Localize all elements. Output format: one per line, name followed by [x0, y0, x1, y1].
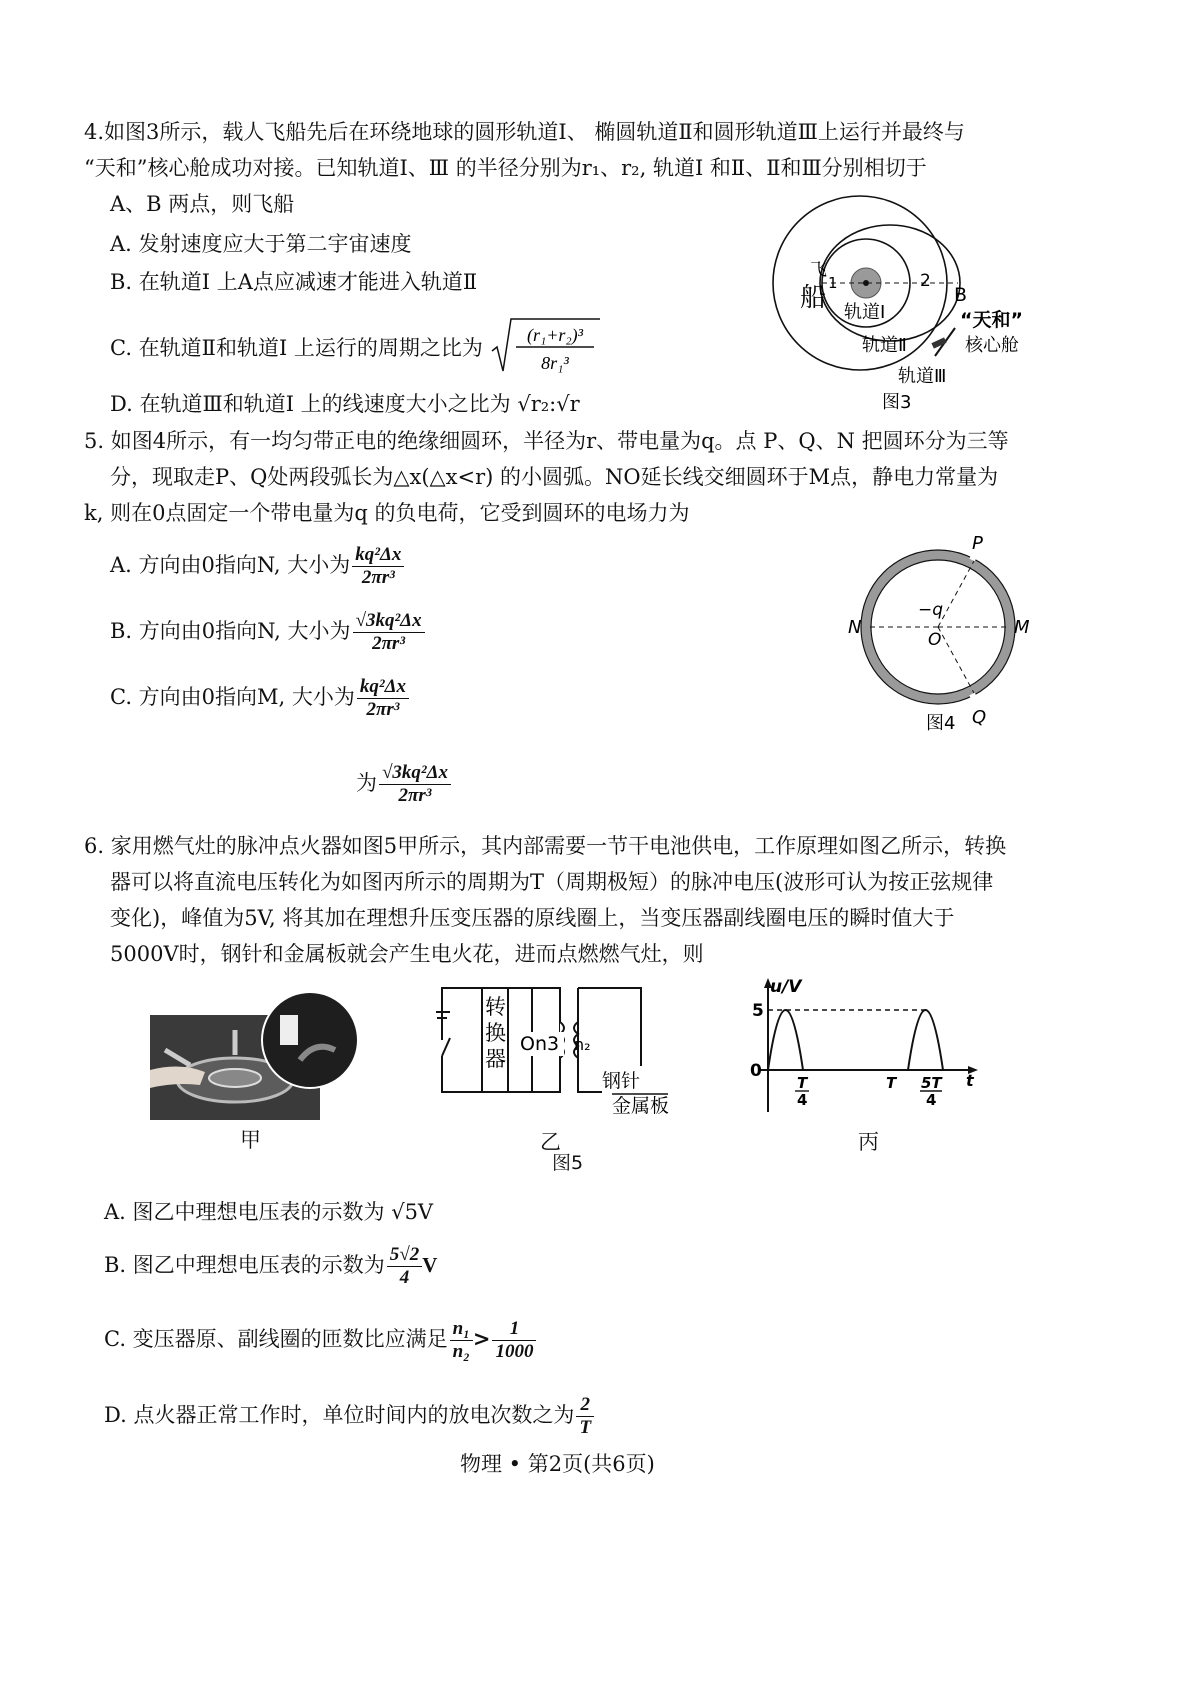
q4-option-a: A. 发射速度应大于第二宇宙速度	[110, 232, 412, 256]
sqrt-sign-icon	[490, 315, 602, 377]
fig3-label-b: B	[954, 284, 968, 306]
q6-c-fraction	[492, 1318, 536, 1363]
tick-t4-den: 4	[797, 1091, 808, 1109]
q4-line1: 4.如图3所示，载人飞船先后在环绕地球的圆形轨道Ⅰ、 椭圆轨道Ⅱ和圆形轨道Ⅲ上运行并最终与	[84, 120, 965, 144]
fig5-n2: n₂	[574, 1035, 591, 1054]
o-to-q	[938, 627, 974, 693]
chart-ylabel: u/V	[770, 977, 802, 997]
q6-b-unit: V	[422, 1253, 438, 1277]
q5-line2: 分，现取走P、Q处两段弧长为△x(△x<r) 的小圆弧。NO延长线交细圆环于M点，静电力常量为	[110, 465, 999, 489]
q6-c-den: 1000	[495, 1341, 534, 1362]
q4-option-c-sqrt	[490, 315, 602, 384]
fig4-label-n: N	[848, 617, 862, 638]
q4-option-d: D. 在轨道Ⅲ和轨道Ⅰ 上的线速度大小之比为 √r₂:√r	[110, 392, 580, 416]
q5-c-den: 2πr³	[366, 699, 400, 720]
fig4-label-m: M	[1014, 617, 1030, 638]
inset-igniter	[280, 1015, 298, 1045]
fig3-orbit1-label: 轨道Ⅰ	[844, 302, 886, 323]
q6-c-gt: >	[472, 1326, 491, 1351]
q6-b-num: 5√2	[387, 1244, 422, 1267]
q6-d-fraction	[576, 1394, 594, 1439]
fig4-label-p: P	[972, 535, 983, 554]
q6-option-a: A. 图乙中理想电压表的示数为 √5V	[104, 1200, 434, 1224]
q5-b-den: 2πr³	[372, 633, 406, 654]
tick-t4-num: T	[797, 1074, 808, 1092]
q5-b-num: √3kq²Δx	[353, 610, 425, 633]
fig5-caption: 图5	[552, 1152, 584, 1174]
tick-5t4-den: 4	[926, 1091, 937, 1109]
converter-char-2: 换	[485, 1021, 506, 1045]
q6-line3: 变化)，峰值为5V, 将其加在理想升压变压器的原线圈上，当变压器副线圈电压的瞬时值大于	[110, 906, 955, 930]
q4-line3: A、B 两点，则飞船	[110, 192, 295, 216]
fig3-orbit2-label: 轨道Ⅱ	[862, 335, 907, 356]
q5-d-num: √3kq²Δx	[379, 762, 451, 785]
pulse-2	[908, 1010, 943, 1070]
gap-q	[972, 694, 977, 704]
fig4-label-q: Q	[972, 707, 987, 728]
chart-y5-label: 5	[752, 1001, 764, 1021]
q5-option-b-text: B. 方向由0指向N, 大小为	[110, 619, 351, 643]
q4-option-c-text: C. 在轨道Ⅱ和轨道Ⅰ 上运行的周期之比为	[110, 336, 483, 360]
q6-line4: 5000V时，钢针和金属板就会产生电火花，进而点燃燃气灶，则	[110, 942, 704, 966]
pulse-1	[768, 1010, 803, 1070]
q5-c-fraction	[357, 676, 409, 721]
fig3-chuan: 船	[800, 283, 827, 313]
fig3-label-2: 2	[920, 271, 931, 291]
q6-c-ratio	[450, 1318, 473, 1363]
q4-c-den: 8r₁³	[540, 353, 569, 373]
figure5-jia-photo	[150, 990, 360, 1120]
converter-char-3: 器	[485, 1047, 506, 1071]
q5-option-b	[110, 610, 425, 655]
q6-d-num: 2	[576, 1394, 594, 1417]
q6-option-d	[104, 1394, 594, 1439]
q6-option-d-text: D. 点火器正常工作时，单位时间内的放电次数之为	[104, 1403, 575, 1427]
spacecraft-icon	[931, 337, 946, 348]
q6-b-den: 4	[399, 1267, 410, 1288]
q5-a-num: kq²Δx	[352, 544, 404, 567]
q5-d-fraction	[379, 762, 451, 807]
fig4-label-o: O	[928, 630, 942, 650]
chart-tlabel: t	[966, 1071, 974, 1090]
fig5-caption-yi: 乙	[540, 1130, 561, 1154]
fig3-caption: 图3	[882, 392, 912, 413]
figure5-bing-chart	[740, 972, 980, 1122]
tick-5t4-num: 5T	[921, 1074, 942, 1092]
burner-center	[209, 1069, 261, 1087]
q6-option-b-text: B. 图乙中理想电压表的示数为	[104, 1253, 385, 1277]
fig5-caption-jia: 甲	[240, 1128, 261, 1152]
q4-line2: “天和”核心舱成功对接。已知轨道Ⅰ、Ⅲ 的半径分别为r₁、r₂, 轨道Ⅰ 和Ⅱ、Ⅱ和Ⅲ分别相切于	[84, 156, 927, 180]
q5-line3: k, 则在0点固定一个带电量为q 的负电荷，它受到圆环的电场力为	[84, 501, 690, 525]
fig3-orbit3-label: 轨道Ⅲ	[898, 366, 947, 387]
fig5-on3: On3	[520, 1033, 560, 1055]
q5-option-c-text: C. 方向由0指向M, 大小为	[110, 685, 355, 709]
q6-option-c	[104, 1318, 536, 1363]
tick-T: T	[886, 1074, 897, 1092]
q5-option-d-text: 为	[356, 771, 377, 795]
q4-c-num: (r₁+r₂)³	[526, 325, 583, 345]
q5-a-fraction	[352, 544, 404, 589]
figure4-ring	[836, 535, 1066, 745]
q6-c-num: 1	[492, 1318, 536, 1341]
o-to-p	[938, 561, 974, 627]
figure3-orbits	[770, 188, 1060, 418]
q6-c-n1: n₁	[450, 1318, 473, 1341]
q5-option-d	[356, 762, 451, 807]
q6-option-b	[104, 1244, 437, 1289]
fig3-tianhe-label: “天和”	[960, 309, 1023, 331]
fig4-caption: 图4	[926, 713, 956, 734]
fig3-fei: 飞	[810, 260, 827, 280]
q4-option-c	[110, 315, 602, 384]
q5-option-a-text: A. 方向由0指向N, 大小为	[110, 553, 351, 577]
fig5-plate: 金属板	[612, 1095, 670, 1117]
fig5-caption-bing: 丙	[858, 1130, 879, 1154]
fig5-needle: 钢针	[602, 1070, 641, 1092]
q6-option-c-text: C. 变压器原、副线圈的匝数比应满足	[104, 1327, 448, 1351]
q5-option-a	[110, 544, 404, 589]
figure5-yi-circuit	[436, 982, 676, 1122]
q6-b-fraction	[387, 1244, 422, 1289]
q6-line1: 6. 家用燃气灶的脉冲点火器如图5甲所示，其内部需要一节干电池供电，工作原理如图乙所示，转换	[84, 834, 1007, 858]
q6-line2: 器可以将直流电压转化为如图丙所示的周期为T（周期极短）的脉冲电压(波形可认为按正弦规律	[110, 870, 994, 894]
q5-d-den: 2πr³	[398, 785, 432, 806]
chart-origin-label: 0	[750, 1061, 762, 1081]
fig4-charge: −q	[918, 600, 944, 620]
q5-option-c	[110, 676, 409, 721]
fig3-label-a: 1	[828, 274, 838, 292]
q6-d-den: T	[579, 1417, 592, 1438]
fig3-hexin-label: 核心舱	[965, 335, 1019, 356]
q6-c-n2: n₂	[452, 1341, 470, 1362]
inset-circle	[262, 992, 358, 1088]
q4-option-b: B. 在轨道Ⅰ 上A点应减速才能进入轨道Ⅱ	[110, 270, 478, 294]
q5-a-den: 2πr³	[361, 567, 395, 588]
q5-b-fraction	[353, 610, 425, 655]
converter-char-1: 转	[485, 995, 506, 1019]
page-footer: 物理 • 第2页(共6页)	[460, 1452, 655, 1476]
q5-c-num: kq²Δx	[357, 676, 409, 699]
waveform-marks	[768, 1010, 943, 1070]
q5-line1: 5. 如图4所示，有一均匀带正电的绝缘细圆环，半径为r、带电量为q。点 P、Q、N 把圆环分为三等	[84, 429, 1009, 453]
